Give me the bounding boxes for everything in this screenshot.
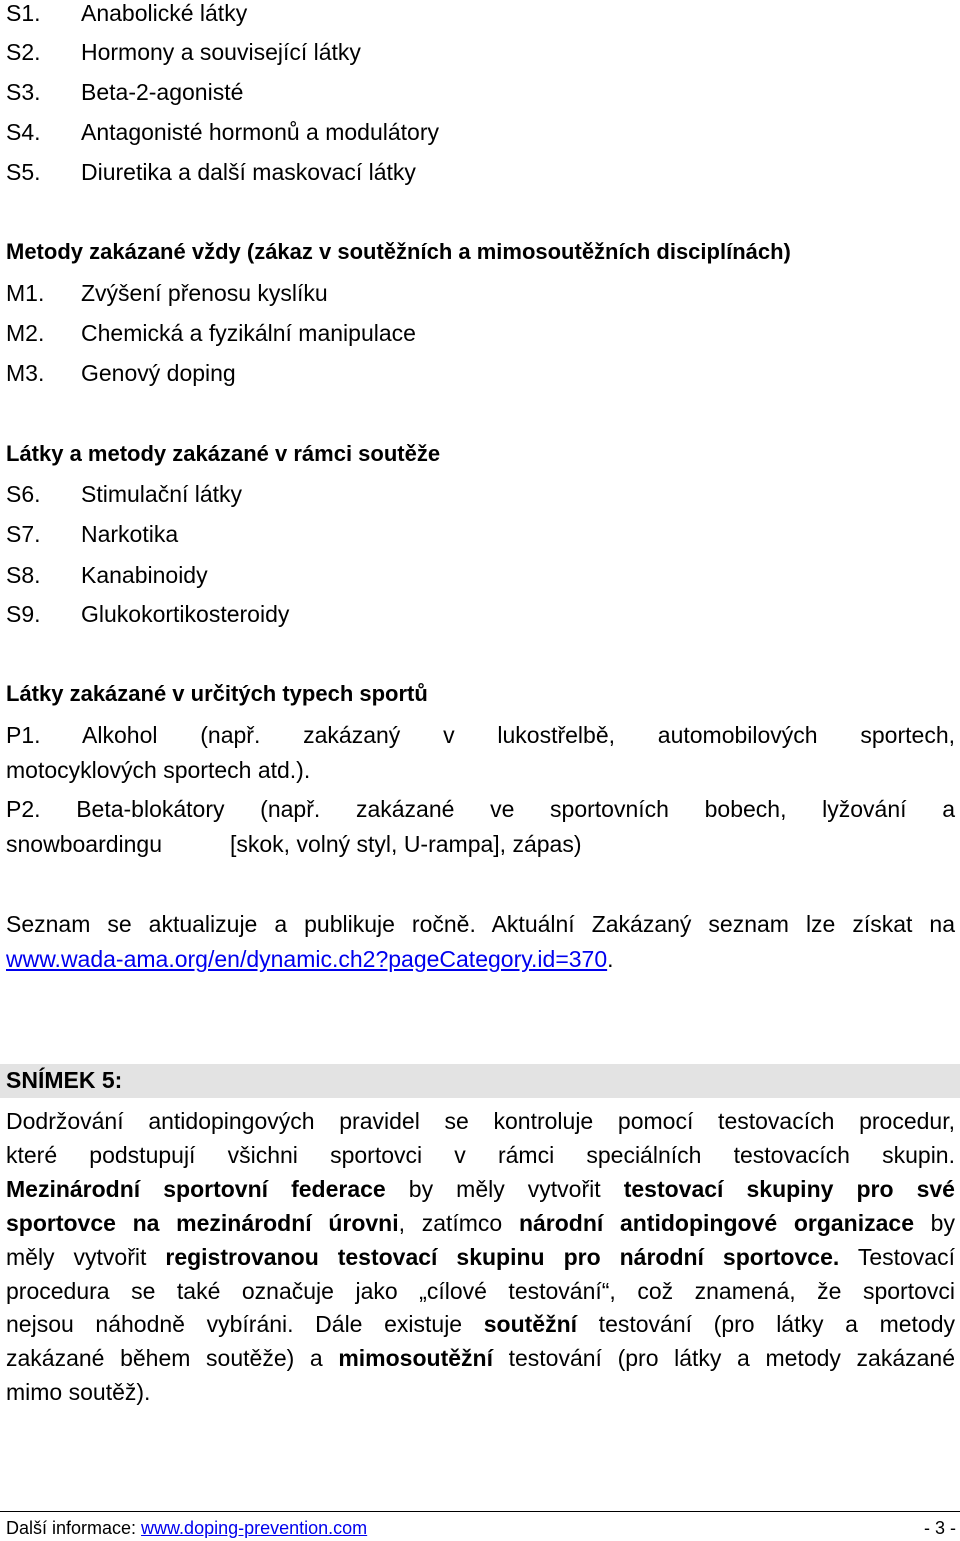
footer-link[interactable]: www.doping-prevention.com <box>141 1518 368 1538</box>
section-title: SNÍMEK 5: <box>6 1067 123 1093</box>
list-item: Hormony a související látky <box>81 39 361 65</box>
list-item: Antagonisté hormonů a modulátory <box>81 119 439 145</box>
footer-info <box>6 1518 367 1539</box>
p2-line: P2. Beta-blokátory (např. zakázané ve sportovních bobech, lyžování a <box>6 796 955 822</box>
paragraph-line: nejsou náhodně vybíráni. Dále existuje soutěžní testování (pro látky a metody <box>6 1311 955 1337</box>
list-item: Glukokortikosteroidy <box>81 601 290 627</box>
list-code: S9. <box>6 601 41 627</box>
update-punct: . <box>607 946 614 972</box>
list-code: S1. <box>6 0 41 26</box>
list-code: M3. <box>6 360 45 386</box>
list-code: M2. <box>6 320 45 346</box>
list-code: S4. <box>6 119 41 145</box>
paragraph-line: zakázané během soutěže) a mimosoutěžní testování (pro látky a metody zakázané <box>6 1345 955 1371</box>
paragraph-line: Mezinárodní sportovní federace by měly vytvořit testovací skupiny pro své <box>6 1176 955 1202</box>
list-code: S5. <box>6 159 41 185</box>
section-bar <box>0 1064 960 1098</box>
wada-link[interactable]: www.wada-ama.org/en/dynamic.ch2?pageCategory.id=370 <box>6 946 608 972</box>
list-item: Anabolické látky <box>81 0 248 26</box>
sports-heading: Látky zakázané v určitých typech sportů <box>6 681 428 706</box>
update-line: Seznam se aktualizuje a publikuje ročně. Aktuální Zakázaný seznam lze získat na <box>6 911 955 937</box>
list-code: S2. <box>6 39 41 65</box>
list-item: Beta-2-agonisté <box>81 79 244 105</box>
list-item: Diuretika a další maskovací látky <box>81 159 416 185</box>
p1-line: motocyklových sportech atd.). <box>6 757 311 783</box>
methods-heading: Metody zakázané vždy (zákaz v soutěžních a mimosoutěžních disciplínách) <box>6 239 791 264</box>
footer-label: Další informace: <box>6 1518 142 1538</box>
list-item: Kanabinoidy <box>81 562 208 588</box>
p2-line-start: snowboardingu <box>6 831 163 857</box>
paragraph-line: mimo soutěž). <box>6 1379 151 1405</box>
list-code: S3. <box>6 79 41 105</box>
list-code: S7. <box>6 521 41 547</box>
list-item: Zvýšení přenosu kyslíku <box>81 280 328 306</box>
list-item: Narkotika <box>81 521 179 547</box>
paragraph-line: Dodržování antidopingových pravidel se kontroluje pomocí testovacích procedur, <box>6 1108 955 1134</box>
paragraph-line: které podstupují všichni sportovci v rámci speciálních testovacích skupin. <box>6 1142 955 1168</box>
list-code: M1. <box>6 280 45 306</box>
list-item: Chemická a fyzikální manipulace <box>81 320 416 346</box>
list-item: Genový doping <box>81 360 236 386</box>
paragraph-line: sportovce na mezinárodní úrovni, zatímco národní antidopingové organizace by <box>6 1210 955 1236</box>
list-item: Stimulační látky <box>81 481 243 507</box>
paragraph-line: procedura se také označuje jako „cílové testování“, což znamená, že sportovci <box>6 1278 955 1304</box>
p2-line-end: [skok, volný styl, U-rampa], zápas) <box>230 831 582 857</box>
paragraph-line: měly vytvořit registrovanou testovací skupinu pro národní sportovce. Testovací <box>6 1244 955 1270</box>
list-code: S6. <box>6 481 41 507</box>
list-code: S8. <box>6 562 41 588</box>
p1-line: P1. Alkohol (např. zakázaný v lukostřelbě, automobilových sportech, <box>6 722 955 748</box>
page-number: - 3 - <box>923 1518 956 1538</box>
competition-heading: Látky a metody zakázané v rámci soutěže <box>6 441 441 466</box>
footer-divider <box>0 1511 960 1512</box>
update-link-line <box>6 946 614 973</box>
